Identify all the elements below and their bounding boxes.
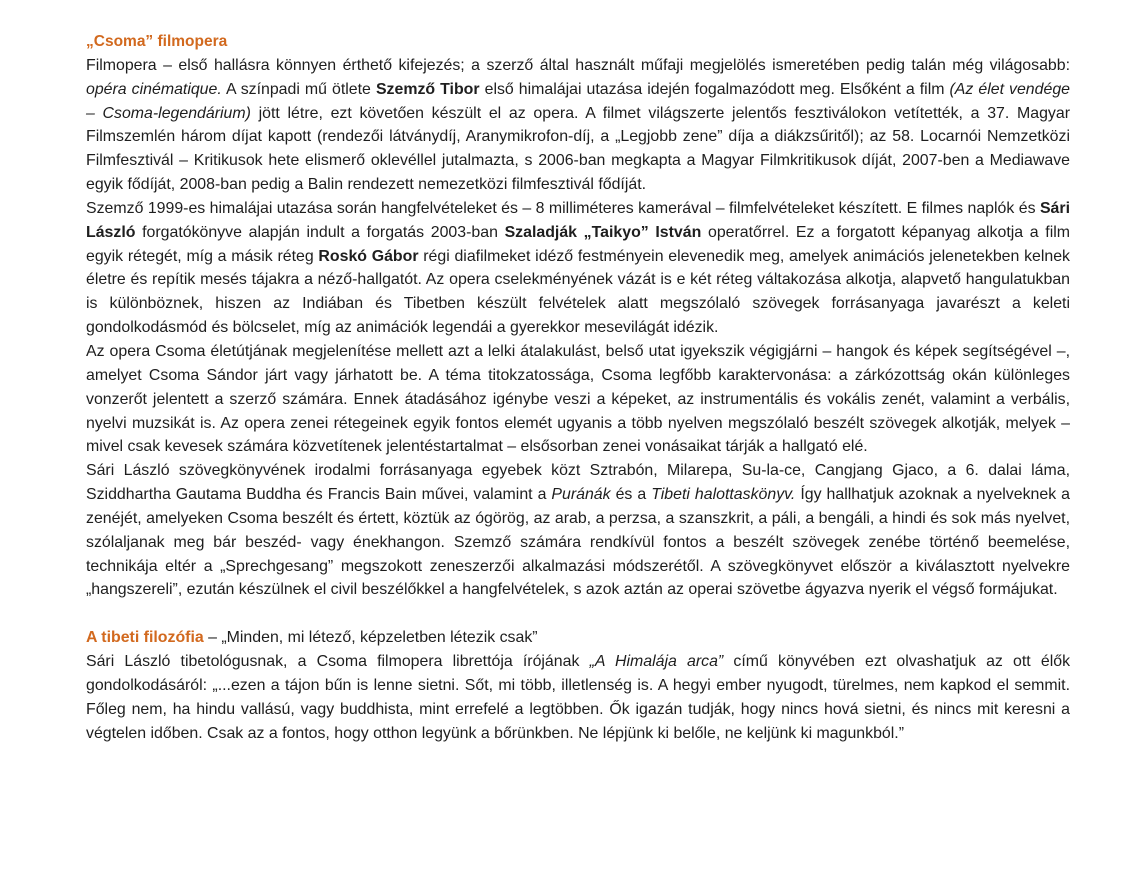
- italic-text: „A Himalája arca”: [589, 653, 724, 671]
- section-heading-title: A tibeti filozófia: [86, 629, 204, 647]
- text-run: régi diafilmeket idéző festményein elevenedik meg, amelyek animációs jelenetekben kelnek életre és repítik mesés tájakra a néző-hallgatót. Az opera cselekményének vázát is e két réteg váltakozása alkotja, alapvető hangulatukban is különböznek, hiszen az Indiában és Tibetben készült felvételek alatt megszólaló szövegek forrásanyaga javarészt a keleti gondolkodásmód és bölcselet, míg az animációk legendái a gyerekkor mesevilágát idézik.: [86, 247, 1071, 337]
- italic-text: Tibeti halottaskönyv.: [651, 486, 796, 504]
- text-run: Sári László szövegkönyvének irodalmi forrásanyaga egyebek közt Sztrabón, Milarepa, Su-la-ce, Cangjang Gjaco, a 6. dalai láma, Sziddhartha Gautama Buddha és Francis Bain művei, valamint a: [86, 462, 1070, 504]
- italic-text: (Az élet vendége – Csoma-legendárium): [86, 80, 1070, 122]
- bold-name: Roskó Gábor: [318, 247, 419, 265]
- text-run: Filmopera – első hallásra könnyen érthető kifejezés; a szerző által használt műfaji megjelölés ismeretében pedig talán még világosabb:: [86, 56, 1070, 74]
- text-run: Sári László tibetológusnak, a Csoma filmopera librettója írójának: [86, 653, 590, 671]
- text-run: című könyvében ezt olvashatjuk az ott élők gondolkodásáról: „...ezen a tájon bűn is lenne sietni. Sőt, mi több, illetlenség is. A hegyi ember nyugodt, türelmes, nem kapkod el semmit. Főleg nem, ha hindu vallású, vagy buddhista, mint errefelé a legtöbben. Ők igazán tudják, hogy nincs hová sietni, és nincs mit keresni a végtelen időben. Csak az a fontos, hogy otthon legyünk a bőrünkben. Ne lépjünk ki belőle, ne keljünk ki magunkból.”: [86, 653, 1071, 742]
- section-heading-quote: – „Minden, mi létező, képzeletben létezik csak”: [203, 629, 538, 647]
- text-run: Így hallhatjuk azoknak a nyelveknek a zenéjét, amelyeken Csoma beszélt és értett, köztük az ógörög, az arab, a perzsa, a szanszkrit, a páli, a bengáli, a hindi és sok más nyelvet, szólaljanak meg bár beszéd- vagy énekhangon. Szemző számára rendkívül fontos a beszélt szövegek zenébe történő beemelése, technikája eltér a „Sprechgesang” megszokott zeneszerzői alkalmazási módszerétől. A szövegkönyvet először a kiválasztott nyelvekre „hangszereli”, ezután készülnek el civil beszélőkkel a hangfelvételek, s azok aztán az operai szövetbe ágyazva nyerik el végső formájukat.: [86, 486, 1070, 599]
- document-page: [86, 30, 1070, 745]
- bold-name: Szemző Tibor: [375, 80, 480, 98]
- text-run: operatőrrel. Ez a forgatott képanyag alkotja a film egyik rétegét, míg a másik réteg: [86, 223, 1070, 265]
- paragraph: [86, 340, 1070, 459]
- paragraph: [86, 197, 1070, 340]
- text-run: jött létre, ezt követően készült el az opera. A filmet világszerte jelentős fesztiválokon vetítették, a 37. Magyar Filmszemlén három díjat kapott (rendezői látványdíj, Aranymikrofon-díj, a „Legjobb zene” díja a diákzsűritől); az 58. Locarnói Nemzetközi Filmfesztivál – Kritikusok hete elismerő oklevéllel jutalmazta, s 2006-ban megkapta a Magyar Filmkritikusok díját, 2007-ben a Mediawave egyik fődíját, 2008-ban pedig a Balin rendezett nemezetközi filmfesztivál fődíját.: [86, 104, 1071, 194]
- text-run: A színpadi mű ötlete: [221, 80, 376, 98]
- spacer: [86, 602, 1070, 626]
- italic-text: opéra cinématique.: [86, 80, 222, 98]
- paragraph: [86, 650, 1070, 745]
- italic-text: Puránák: [551, 486, 611, 504]
- text-run: Az opera Csoma életútjának megjelenítése mellett azt a lelki átalakulást, belső utat igyekszik végigjárni – hangok és képek segítségével –, amelyet Csoma Sándor járt vagy járhatott be. A téma titokzatossága, Csoma legfőbb karaktervonása: a zárkózottság okán különleges vonzerőt jelentett a szerző számára. Ennek átadásához igénybe veszi a képeket, az instrumentális és vokális zenét, valamint a verbális, nyelvi muzsikát is. Az opera zenei rétegeinek egyik fontos elemét ugyanis a több nyelven megszólaló beszélt szövegek alkotják, melyek – mivel csak kevesek számára közvetítenek jelentéstartalmat – elsősorban zenei vonásaikat tárják a hallgató elé.: [86, 342, 1070, 456]
- bold-name: Sári László: [86, 199, 1070, 241]
- paragraph: [86, 54, 1070, 197]
- text-run: első himalájai utazása idején fogalmazódott meg. Elsőként a film: [479, 80, 950, 98]
- text-run: és a: [610, 486, 652, 504]
- section-heading-tibeti-filozofia: [86, 626, 1070, 650]
- section-heading-filmopera: „Csoma” filmopera: [86, 33, 228, 50]
- text-run: forgatókönyve alapján indult a forgatás 2003-ban: [135, 223, 505, 241]
- paragraph: [86, 459, 1070, 602]
- text-run: Szemző 1999-es himalájai utazása során hangfelvételeket és – 8 milliméteres kamerával – filmfelvételeket készített. E filmes naplók és: [86, 199, 1040, 217]
- bold-name: Szaladják „Taikyo” István: [504, 223, 702, 241]
